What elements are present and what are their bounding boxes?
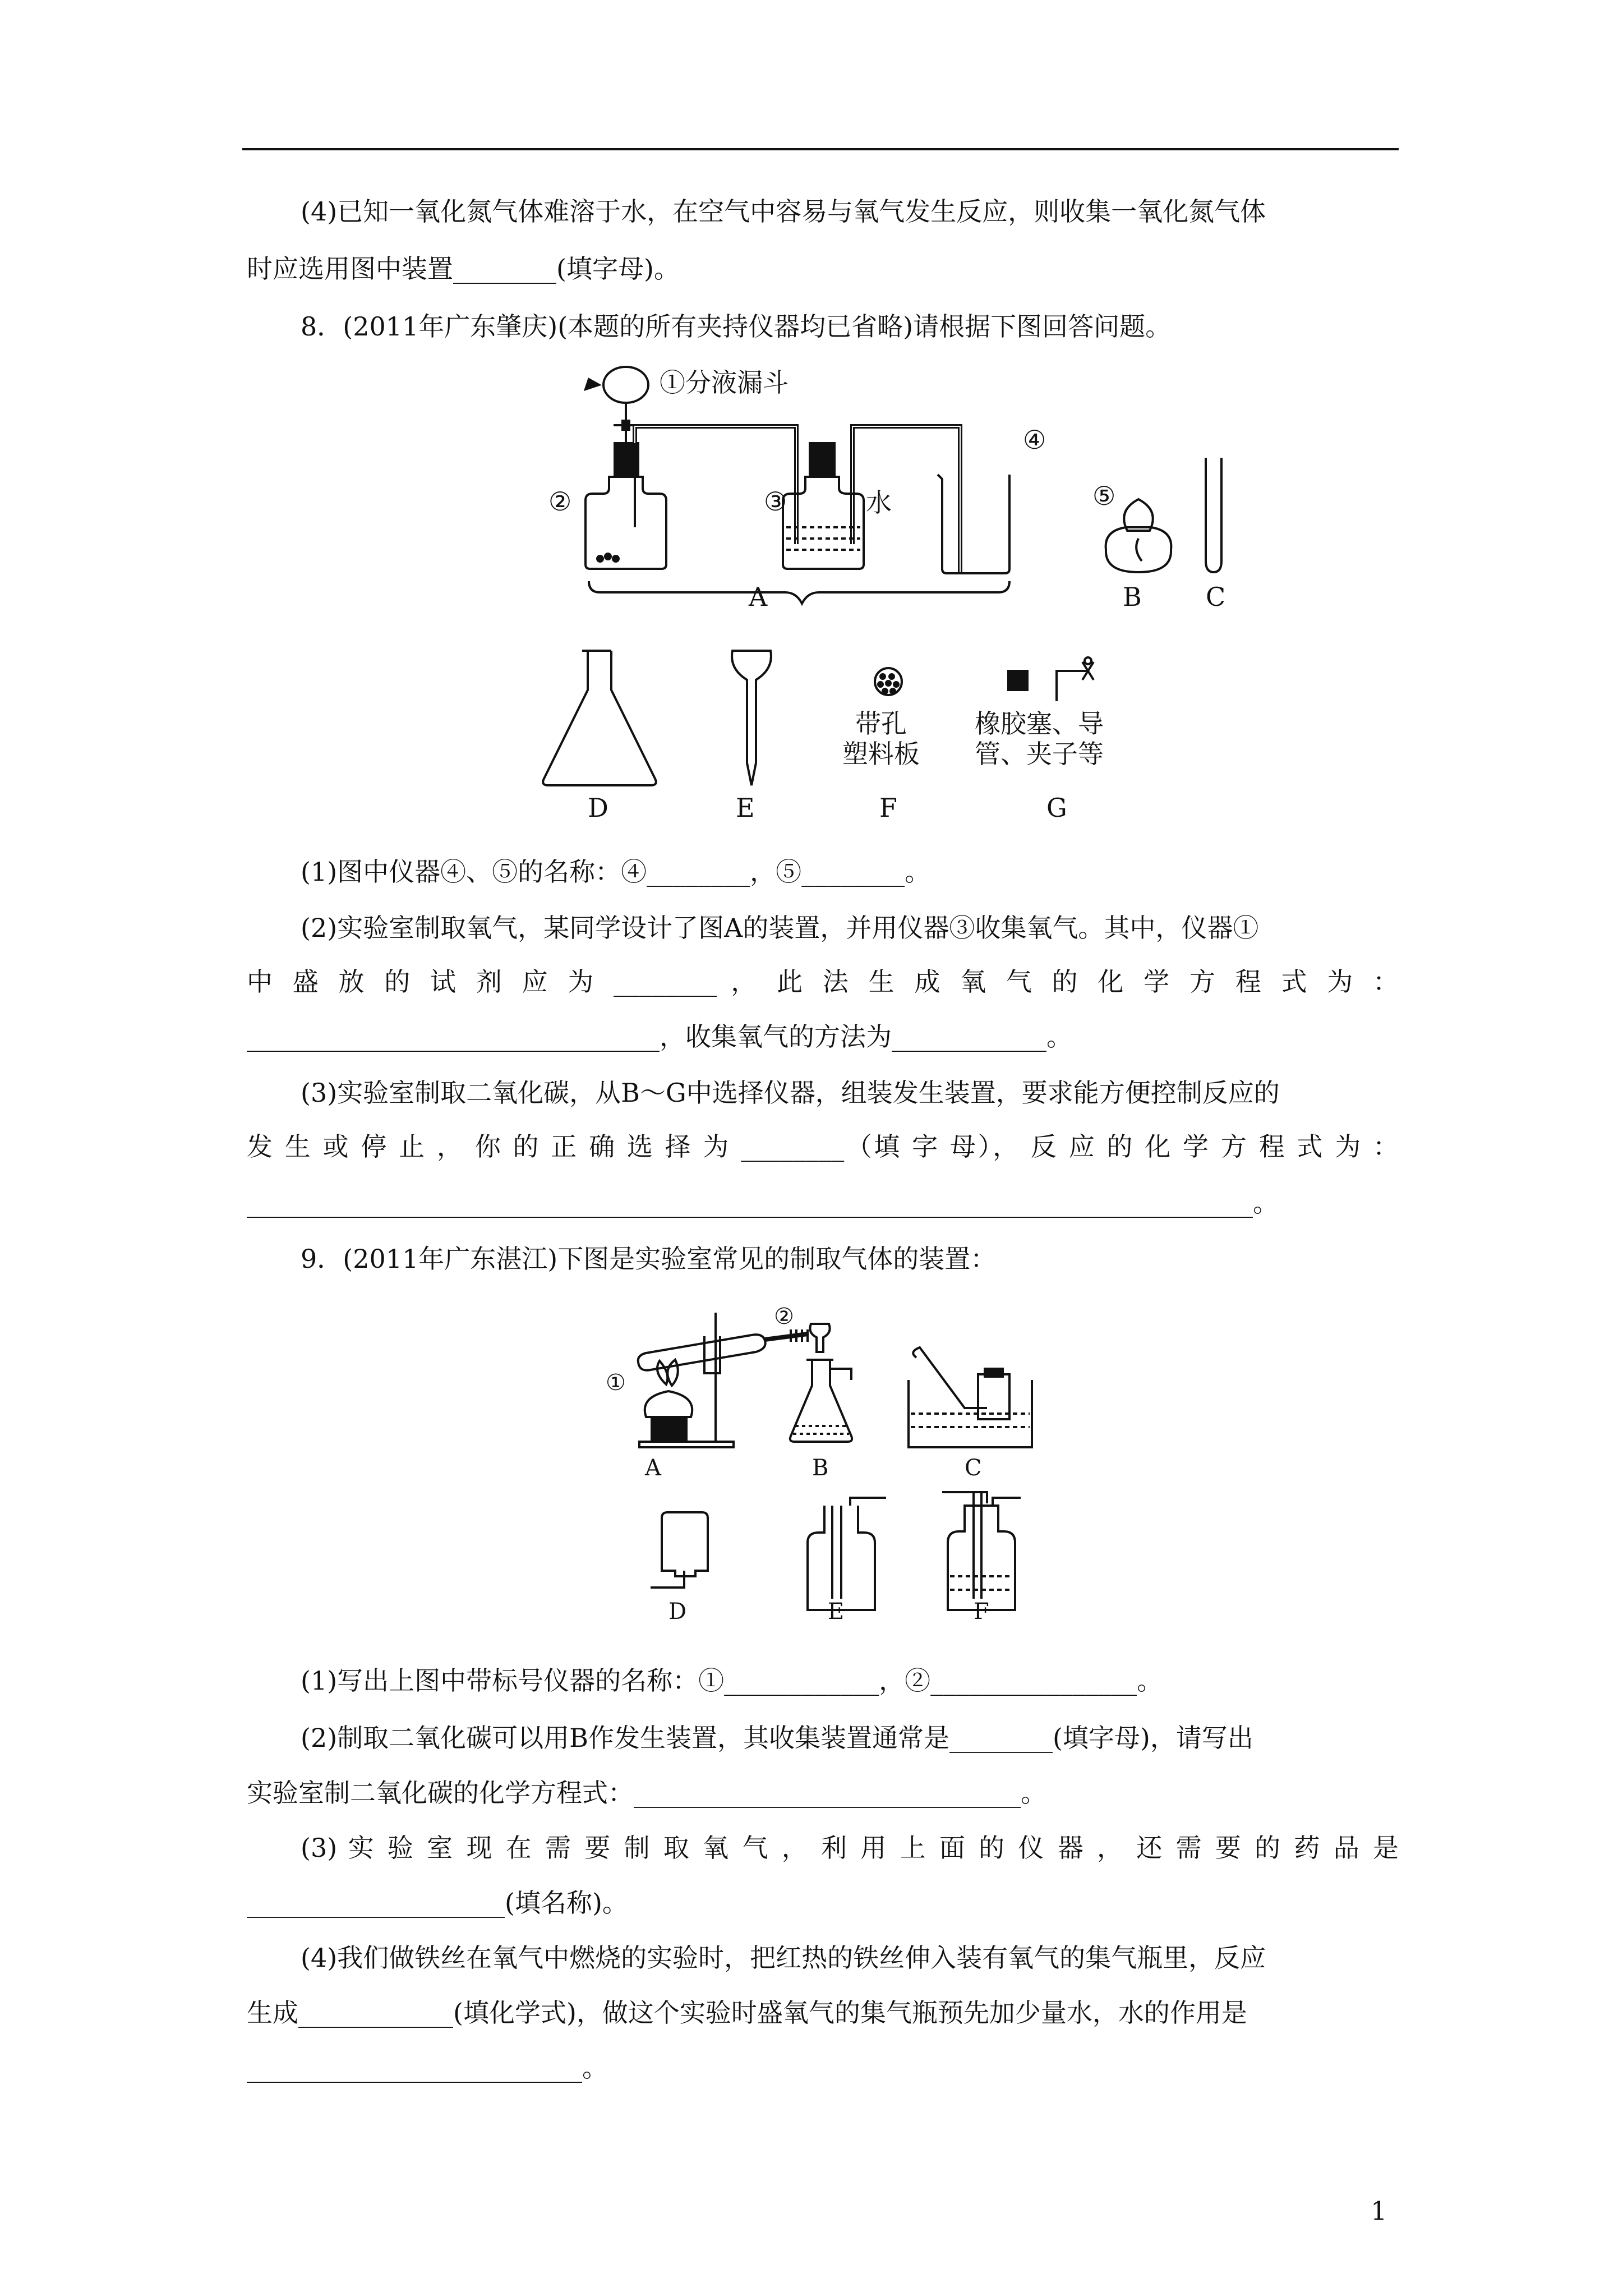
text-line: __________________________。 <box>247 2053 608 2083</box>
svg-text:②: ② <box>774 1304 794 1329</box>
text-line: (1)写出上图中带标号仪器的名称：①____________，②________________。 <box>301 1665 1163 1696</box>
heating-apparatus-icon <box>638 1313 808 1447</box>
svg-text:A: A <box>645 1455 661 1481</box>
svg-text:G: G <box>1046 793 1067 823</box>
svg-text:A: A <box>749 582 768 612</box>
svg-text:D: D <box>668 1599 687 1625</box>
svg-text:④: ④ <box>1023 425 1046 455</box>
text-line: (4)已知一氧化氮气体难溶于水，在空气中容易与氧气发生反应，则收集一氧化氮气体 <box>301 196 1266 227</box>
perforated-plate-icon <box>875 668 902 695</box>
test-tube-icon <box>1206 458 1221 572</box>
text-line: ________________________________，收集氧气的方法为____________。 <box>247 1022 1072 1052</box>
svg-text:管、夹子等: 管、夹子等 <box>975 739 1104 769</box>
svg-text:②: ② <box>548 486 572 517</box>
text-line: 时应选用图中装置________(填字母)。 <box>247 254 680 284</box>
stopper-and-tube-icon <box>1008 657 1094 701</box>
text-line: 发 生 或 停 止 ， 你 的 正 确 选 择 为 ________（填 字 母）， 反 应 的 化 学 方 程 式 为 ： <box>247 1131 1399 1162</box>
svg-text:D: D <box>588 793 608 823</box>
question-8-figure <box>538 359 1226 836</box>
svg-text:C: C <box>1206 582 1226 612</box>
funnel-label: ①分液漏斗 <box>660 367 789 398</box>
page-number: 1 <box>1371 2196 1387 2226</box>
svg-text:E: E <box>828 1599 845 1625</box>
svg-text:①: ① <box>606 1370 626 1396</box>
question-9-heading: 9．(2011年广东湛江)下图是实验室常见的制取气体的装置： <box>301 1244 997 1274</box>
text-line: 中 盛 放 的 试 剂 应 为 ________ ， 此 法 生 成 氧 气 的 化 学 方 程 式 为 ： <box>247 967 1399 997</box>
text-line: 实验室制二氧化碳的化学方程式：______________________________。 <box>247 1778 1046 1808</box>
flask-with-funnel-icon <box>790 1324 852 1442</box>
water-trough-icon <box>909 1347 1032 1447</box>
svg-text:C: C <box>965 1455 982 1481</box>
text-line: (4)我们做铁丝在氧气中燃烧的实验时，把红热的铁丝伸入装有氧气的集气瓶里，反应 <box>301 1943 1266 1973</box>
gas-washing-bottle-icon <box>942 1492 1021 1610</box>
conical-flask-icon <box>543 651 656 785</box>
svg-text:F: F <box>879 793 897 823</box>
text-line: ______________________________________________________________________________。 <box>247 1188 1279 1218</box>
beaker-icon <box>938 475 1009 573</box>
downward-displacement-bottle-icon <box>651 1512 708 1588</box>
reaction-bottle-icon <box>585 443 666 569</box>
text-line: (2)制取二氧化碳可以用B作发生装置，其收集装置通常是________(填字母)，请写出 <box>301 1723 1253 1753</box>
header-rule <box>242 148 1399 150</box>
svg-text:B: B <box>812 1455 829 1481</box>
svg-text:E: E <box>736 793 755 823</box>
svg-text:⑤: ⑤ <box>1092 481 1116 511</box>
svg-text:B: B <box>1123 582 1142 612</box>
text-line: (1)图中仪器④、⑤的名称：④________，⑤________。 <box>301 857 931 887</box>
svg-text:F: F <box>974 1599 989 1625</box>
svg-text:橡胶塞、导: 橡胶塞、导 <box>975 708 1104 739</box>
long-neck-funnel-icon <box>732 651 771 785</box>
svg-text:塑料板: 塑料板 <box>842 739 920 769</box>
text-line: (2)实验室制取氧气，某同学设计了图A的装置，并用仪器③收集氧气。其中，仪器① <box>301 913 1259 943</box>
svg-text:③: ③ <box>764 486 787 517</box>
question-8-heading: 8．(2011年广东肇庆)(本题的所有夹持仪器均已省略)请根据下图回答问题。 <box>301 311 1172 342</box>
text-line: (3)实验室制取二氧化碳，从B～G中选择仪器，组装发生装置，要求能方便控制反应的 <box>301 1078 1280 1108</box>
text-line: (3) 实 验 室 现 在 需 要 制 取 氧 气 ， 利 用 上 面 的 仪 器 ， 还 需 要 的 药 品 是 <box>301 1833 1399 1863</box>
svg-text:水: 水 <box>866 487 892 518</box>
question-9-figure <box>606 1304 1110 1632</box>
text-line: 生成____________(填化学式)，做这个实验时盛氧气的集气瓶预先加少量水，水的作用是 <box>247 1998 1247 2028</box>
svg-text:带孔: 带孔 <box>855 708 907 739</box>
gas-bottle-long-tube-icon <box>808 1498 886 1610</box>
text-line: ____________________(填名称)。 <box>247 1888 628 1918</box>
